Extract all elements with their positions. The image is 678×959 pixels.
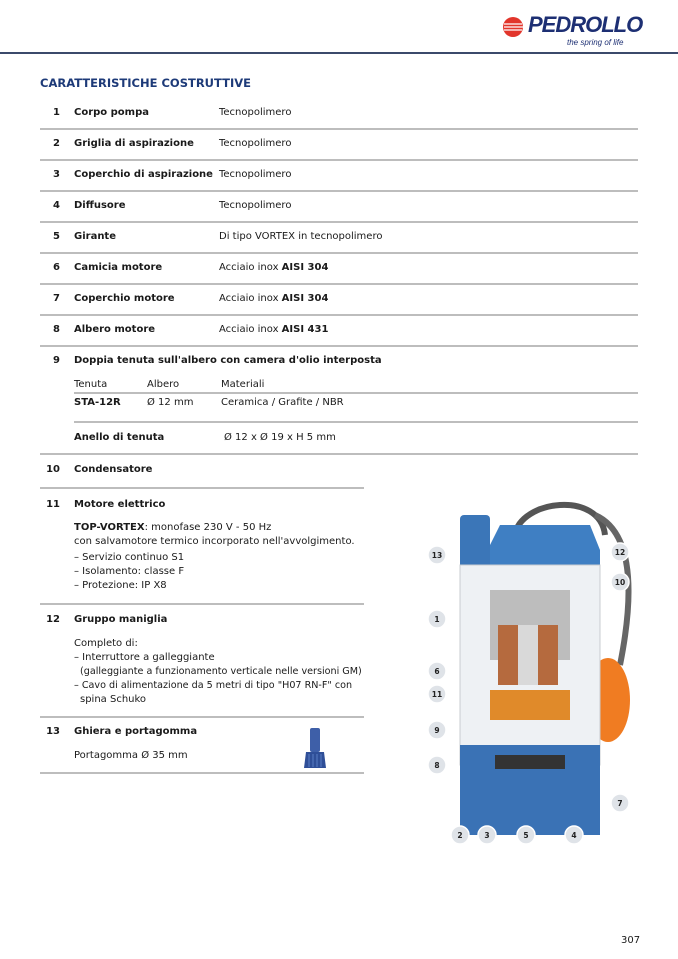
spec-row-seal [40,355,638,375]
callout-label: 2 [457,831,463,840]
divider [40,190,638,192]
row-number: 8 [53,324,60,335]
row-number: 5 [53,231,60,242]
value-text: Tecnopolimero [219,138,292,149]
spec-row [40,169,638,189]
ring-label: Anello di tenuta [74,432,165,443]
handle-item: – Cavo di alimentazione da 5 metri di tipo "H07 RN-F" con [74,680,353,691]
handle-item-cont: spina Schuko [80,694,147,705]
spec-row-handle [40,614,364,634]
callout-4 [565,826,583,844]
divider [40,128,638,130]
header-rule [0,52,678,54]
callout-6 [428,662,446,680]
value-bold: AISI 304 [281,262,329,273]
callout-label: 5 [523,831,529,840]
divider [40,252,638,254]
row-label: Corpo pompa [74,107,150,118]
value-text: Tecnopolimero [219,200,292,211]
spec-row [40,200,638,220]
motor-supply: : monofase 230 V - 50 Hz [144,522,272,533]
callout-label: 13 [431,551,443,560]
row-value [219,324,328,335]
motor-item: – Isolamento: classe F [74,566,185,577]
row-label: Camicia motore [74,262,163,273]
divider [40,345,638,347]
row-value [219,169,291,180]
row-label: Condensatore [74,464,153,475]
value-text: Acciaio inox [219,262,282,273]
seal-value-tenuta: STA-12R [74,397,121,408]
motor-description [74,521,271,535]
motor-model: TOP-VORTEX [74,522,145,533]
value-text: Tecnopolimero [219,169,292,180]
row-number: 2 [53,138,60,149]
page-number: 307 [621,935,641,946]
value-text: Acciaio inox [219,293,282,304]
spec-row-motor [40,499,364,519]
spec-row [40,231,638,251]
row-label: Diffusore [74,200,126,211]
spec-row [40,262,638,282]
handle-item: – Interruttore a galleggiante [74,652,215,663]
divider [74,421,638,423]
callout-label: 12 [614,548,626,557]
row-label: Albero motore [74,324,156,335]
divider [40,487,364,489]
callout-label: 3 [484,831,490,840]
row-number: 7 [53,293,60,304]
row-label: Coperchio motore [74,293,175,304]
spec-row [40,138,638,158]
pedrollo-logo-icon [502,16,528,38]
brand-tagline: the spring of life [567,38,624,47]
row-number: 12 [46,614,60,625]
row-label: Griglia di aspirazione [74,138,194,149]
row-label: Doppia tenuta sull'albero con camera d'olio interposta [74,355,382,366]
callout-3 [478,826,496,844]
row-label: Girante [74,231,116,242]
row-number: 3 [53,169,60,180]
ring-value: Portagomma Ø 35 mm [74,750,188,761]
row-number: 11 [46,499,60,510]
row-value [219,262,328,273]
divider [40,221,638,223]
divider [74,392,638,394]
value-bold: AISI 431 [281,324,329,335]
row-label: Gruppo maniglia [74,614,168,625]
callout-9 [428,721,446,739]
row-number: 9 [53,355,60,366]
row-label: Motore elettrico [74,499,166,510]
callout-7 [611,794,629,812]
divider [40,314,638,316]
callout-12 [611,543,629,561]
motor-protection: con salvamotore termico incorporato nell'avvolgimento. [74,536,355,547]
motor-item: – Protezione: IP X8 [74,580,167,591]
ring-value: Ø 12 x Ø 19 x H 5 mm [224,432,336,443]
value-text: Tecnopolimero [219,107,292,118]
row-value [219,138,291,149]
callout-label: 6 [434,667,440,676]
spec-row-capacitor [40,464,638,484]
row-number: 6 [53,262,60,273]
callout-10 [611,573,629,591]
seal-value-materiali: Ceramica / Grafite / NBR [221,397,344,408]
divider [40,453,638,455]
value-bold: AISI 304 [281,293,329,304]
seal-header-albero: Albero [147,379,180,390]
value-text: Di tipo VORTEX in tecnopolimero [219,231,383,242]
spec-row [40,107,638,127]
callout-label: 4 [571,831,577,840]
section-title: CARATTERISTICHE COSTRUTTIVE [40,76,251,90]
value-text: Acciaio inox [219,324,282,335]
brand-logo: PEDROLLO [528,12,643,37]
spec-row [40,324,638,344]
row-value [219,231,382,242]
divider [40,772,364,774]
callout-label: 1 [434,615,440,624]
callout-label: 8 [434,761,440,770]
seal-header-tenuta: Tenuta [74,379,108,390]
row-number: 1 [53,107,60,118]
callout-label: 10 [614,578,626,587]
row-value [219,107,291,118]
divider [40,159,638,161]
spec-row [40,293,638,313]
handle-item-note: (galleggiante a funzionamento verticale nelle versioni GM) [80,666,362,677]
seal-value-albero: Ø 12 mm [147,397,194,408]
row-label: Coperchio di aspirazione [74,169,213,180]
handle-intro: Completo di: [74,638,138,649]
divider [40,716,364,718]
callout-label: 7 [617,799,623,808]
motor-item: – Servizio continuo S1 [74,552,185,563]
callout-13 [428,546,446,564]
callout-label: 11 [431,690,443,699]
seal-header-materiali: Materiali [221,379,265,390]
hose-fitting-icon [302,726,328,770]
row-number: 4 [53,200,60,211]
callout-label: 9 [434,726,440,735]
row-number: 10 [46,464,60,475]
callout-5 [517,826,535,844]
row-number: 13 [46,726,60,737]
row-label: Ghiera e portagomma [74,726,198,737]
callout-2 [451,826,469,844]
callout-11 [428,685,446,703]
pump-cutaway-illustration [420,495,640,855]
row-value [219,200,291,211]
callout-1 [428,610,446,628]
divider [40,603,364,605]
callout-8 [428,756,446,774]
row-value [219,293,328,304]
divider [40,283,638,285]
